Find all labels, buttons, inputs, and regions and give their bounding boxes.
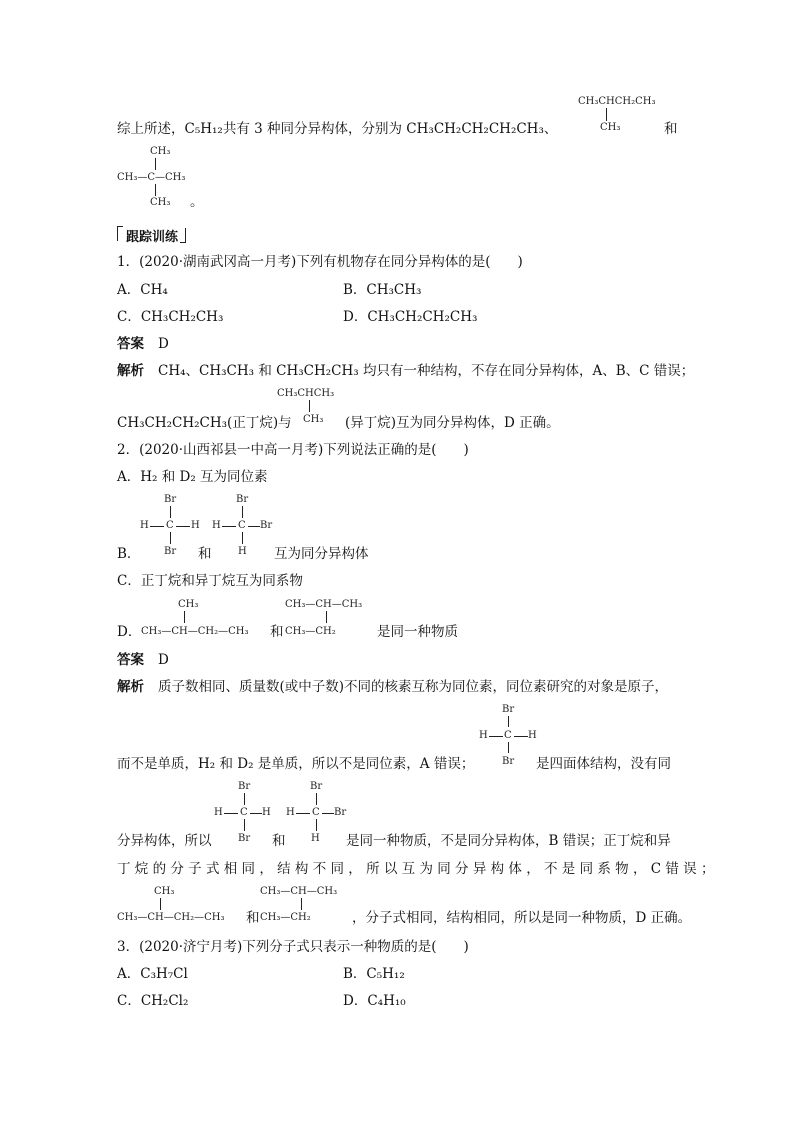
q2-analysis-line3b: 和: [272, 833, 286, 849]
bond: [248, 526, 260, 527]
bond: [489, 736, 503, 737]
bond: [170, 506, 171, 518]
atom-br: Br: [164, 494, 177, 505]
q2-analysis-label: 解析: [117, 679, 144, 695]
bond: [296, 813, 310, 814]
bond: [184, 611, 185, 623]
q3-option-d: D．C₄H₁₀: [343, 993, 406, 1009]
bond: [155, 184, 156, 196]
atom-br: Br: [310, 781, 323, 792]
atom-h: H: [311, 833, 320, 844]
q1-option-b: B．CH₃CH₃: [343, 282, 422, 298]
atom-h: H: [479, 730, 488, 741]
a5-second-bottom: CH₃—CH₂: [260, 912, 311, 923]
q2-answer-label: 答案: [117, 652, 144, 668]
q2-option-c: C．正丁烷和异丁烷互为同系物: [117, 573, 303, 589]
d-second-bottom: CH₃—CH₂: [285, 626, 336, 637]
bond: [326, 611, 327, 623]
q3-option-c: C．CH₂Cl₂: [117, 993, 189, 1009]
bond: [155, 158, 156, 170]
bond: [224, 813, 238, 814]
atom-br: Br: [238, 781, 251, 792]
q1-stem: 1．(2020·湖南武冈高一月考)下列有机物存在同分异构体的是( ): [117, 254, 523, 270]
q2-option-b-and: 和: [198, 546, 212, 562]
bond: [222, 526, 236, 527]
atom-br: Br: [236, 494, 249, 505]
isopentane-branch: CH₃: [600, 122, 621, 133]
q2-answer: D: [158, 652, 169, 668]
q1-answer-label: 答案: [117, 336, 144, 352]
atom-c: C: [166, 520, 174, 531]
atom-c: C: [238, 520, 246, 531]
q1-answer: D: [158, 336, 169, 352]
summary-and: 和: [664, 121, 678, 137]
q3-option-a: A．C₃H₇Cl: [117, 966, 188, 982]
isopentane-main: CH₃CHCH₂CH₃: [578, 96, 656, 107]
bond: [309, 400, 310, 412]
bond: [250, 813, 262, 814]
q2-option-b-label: B．: [117, 546, 141, 562]
bond: [508, 716, 509, 727]
bond: [322, 813, 334, 814]
atom-br: Br: [238, 833, 251, 844]
atom-br: Br: [502, 704, 515, 715]
bond: [508, 742, 509, 753]
section-title: 跟踪训练: [126, 230, 179, 245]
d-main: CH₃—CH—CH₂—CH₃: [141, 626, 249, 637]
bond: [244, 819, 245, 831]
atom-br: Br: [260, 520, 273, 531]
a5-main: CH₃—CH—CH₂—CH₃: [117, 912, 225, 923]
q2-analysis-line2a: 而不是单质，H₂ 和 D₂ 是单质，所以不是同位素，A 错误；: [117, 756, 475, 772]
q2-analysis-line5a: 和: [246, 910, 260, 926]
q1-analysis-line2a: CH₃CH₂CH₂CH₃(正丁烷)与: [117, 415, 292, 431]
q1-option-a: A．CH₄: [117, 282, 168, 298]
atom-h: H: [214, 807, 223, 818]
q1-option-c: C．CH₃CH₂CH₃: [117, 309, 224, 325]
bond: [176, 526, 190, 527]
q1-analysis-label: 解析: [117, 363, 144, 379]
title-bracket-left: [117, 226, 123, 241]
atom-br: Br: [164, 546, 177, 557]
isobutane-branch: CH₃: [303, 414, 324, 425]
summary-text: 综上所述，C₅H₁₂共有 3 种同分异构体，分别为 CH₃CH₂CH₂CH₂CH₃、: [117, 121, 558, 137]
bond: [242, 532, 243, 544]
q3-stem: 3．(2020·济宁月考)下列分子式只表示一种物质的是( ): [117, 939, 469, 955]
q1-analysis-line2b: (异丁烷)互为同分异构体，D 正确。: [345, 415, 560, 431]
atom-c: C: [240, 807, 248, 818]
neopentane-bottom: CH₃: [150, 197, 171, 208]
q2-option-b-tail: 互为同分异构体: [274, 546, 369, 562]
atom-h: H: [286, 807, 295, 818]
bond: [606, 108, 607, 121]
bond: [160, 898, 161, 910]
bond: [301, 898, 302, 910]
bond: [150, 526, 164, 527]
atom-h: H: [212, 520, 221, 531]
summary-end: 。: [190, 194, 204, 210]
neopentane-middle: CH₃—C—CH₃: [117, 172, 186, 183]
bond: [316, 819, 317, 831]
q3-option-b: B．C₅H₁₂: [343, 966, 405, 982]
d-second-top: CH₃—CH—CH₃: [285, 599, 363, 610]
atom-h: H: [140, 520, 149, 531]
isobutane-main: CH₃CHCH₃: [277, 388, 335, 399]
bond: [244, 793, 245, 805]
q2-option-d-label: D．: [117, 624, 142, 640]
d-branch: CH₃: [178, 599, 199, 610]
q2-analysis-line3c: 是同一种物质，不是同分异构体，B 错误；正丁烷和异: [346, 833, 671, 849]
title-bracket-right: [180, 228, 186, 243]
atom-h: H: [528, 730, 537, 741]
atom-h: H: [191, 520, 200, 531]
atom-br: Br: [502, 756, 515, 767]
bond: [316, 793, 317, 805]
q2-analysis-line2b: 是四面体结构，没有同: [536, 756, 671, 772]
atom-c: C: [312, 807, 320, 818]
q2-option-d-tail: 是同一种物质: [377, 624, 458, 640]
q2-analysis-line1: 质子数相同、质量数(或中子数)不同的核素互称为同位素，同位素研究的对象是原子，: [158, 679, 669, 695]
q1-analysis-line1: CH₄、CH₃CH₃ 和 CH₃CH₂CH₃ 均只有一种结构，不存在同分异构体，A、B、C 错误；: [158, 363, 695, 379]
bond: [242, 506, 243, 518]
q1-option-d: D．CH₃CH₂CH₂CH₃: [343, 309, 478, 325]
bond: [514, 736, 528, 737]
q2-analysis-line3a: 分异构体，所以: [117, 833, 212, 849]
atom-c: C: [504, 730, 512, 741]
q2-stem: 2．(2020·山西祁县一中高一月考)下列说法正确的是( ): [117, 442, 469, 458]
bond: [170, 532, 171, 544]
a5-second-top: CH₃—CH—CH₃: [260, 886, 338, 897]
atom-h: H: [238, 546, 247, 557]
q2-option-d-and: 和: [270, 624, 284, 640]
q2-analysis-line5b: ，分子式相同，结构相同，所以是同一种物质，D 正确。: [352, 910, 692, 926]
atom-br: Br: [334, 807, 347, 818]
atom-h: H: [262, 807, 271, 818]
neopentane-top: CH₃: [150, 146, 171, 157]
a5-branch: CH₃: [154, 886, 175, 897]
q2-option-a: A．H₂ 和 D₂ 互为同位素: [117, 469, 268, 485]
q2-analysis-line4: 丁 烷 的 分 子 式 相 同 ， 结 构 不 同 ， 所 以 互 为 同 分 异 构 体 ， 不 是 同 系 物 ， C 错 误 ；: [117, 861, 715, 877]
